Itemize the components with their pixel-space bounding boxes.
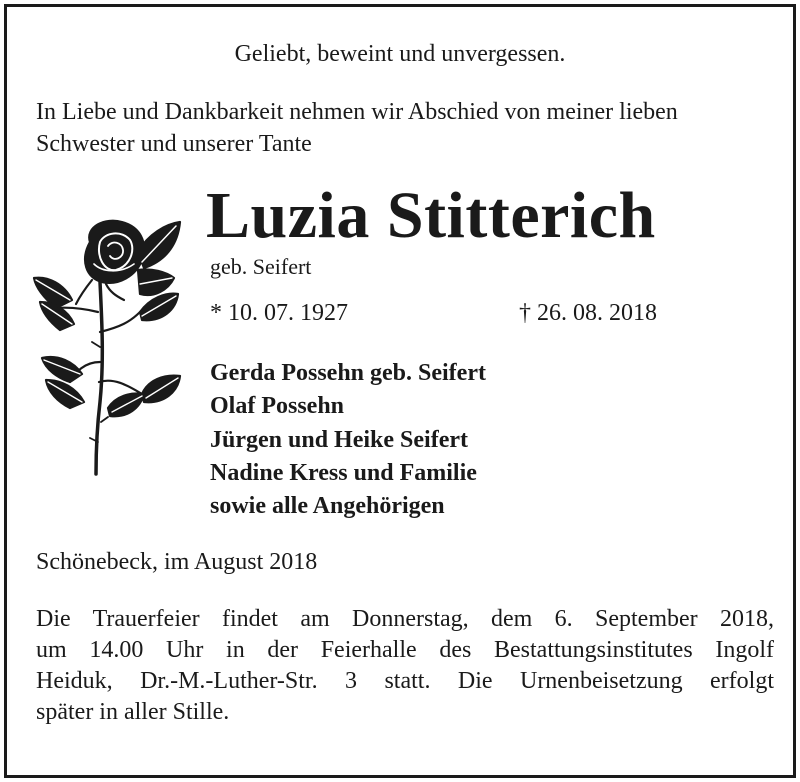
- birth-date: * 10. 07. 1927: [210, 300, 348, 326]
- death-date: † 26. 08. 2018: [519, 300, 657, 326]
- motto: Geliebt, beweint und unvergessen.: [234, 41, 566, 67]
- mourner-line: Olaf Possehn: [210, 393, 345, 419]
- funeral-notice-line: um 14.00 Uhr in der Feierhalle des Bestattungsinstitutes Ingolf: [36, 637, 774, 663]
- mourner-line: sowie alle Angehörigen: [210, 493, 445, 519]
- birth-name: geb. Seifert: [210, 254, 312, 279]
- intro-line-2: Schwester und unserer Tante: [36, 131, 312, 157]
- mourner-line: Gerda Possehn geb. Seifert: [210, 360, 486, 386]
- rose-icon: [30, 212, 190, 476]
- place-date: Schönebeck, im August 2018: [36, 549, 318, 575]
- funeral-notice: [36, 604, 774, 728]
- funeral-notice-line: später in aller Stille.: [36, 699, 230, 725]
- funeral-notice-line: Die Trauerfeier findet am Donnerstag, dem 6. September 2018,: [36, 606, 774, 632]
- intro-line-1: In Liebe und Dankbarkeit nehmen wir Abschied von meiner lieben: [36, 99, 678, 125]
- funeral-notice-line: Heiduk, Dr.-M.-Luther-Str. 3 statt. Die Urnenbeisetzung erfolgt: [36, 668, 774, 694]
- mourner-line: Nadine Kress und Familie: [210, 460, 477, 486]
- deceased-name: Luzia Stitterich: [206, 179, 656, 252]
- mourner-line: Jürgen und Heike Seifert: [210, 427, 468, 453]
